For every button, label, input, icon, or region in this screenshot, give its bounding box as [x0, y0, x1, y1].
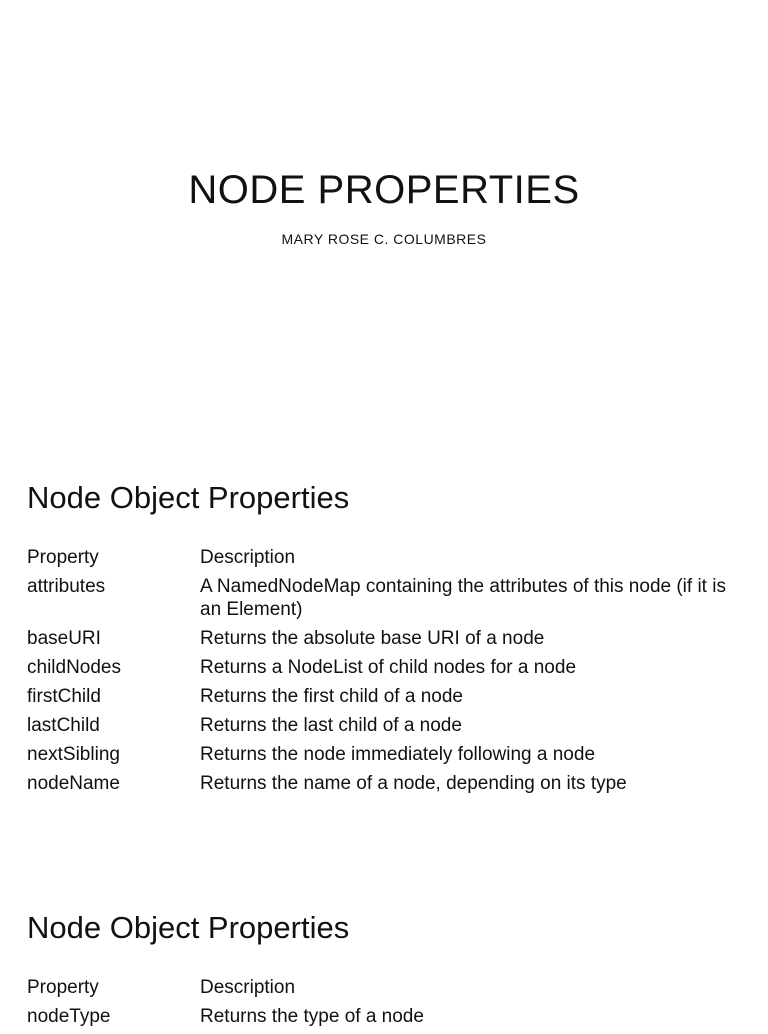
property-name: attributes [27, 576, 106, 597]
header-description: Description [200, 977, 296, 998]
table-row [27, 575, 727, 627]
property-description: Returns the last child of a node [200, 715, 462, 736]
properties-table [27, 546, 727, 801]
table-row [27, 685, 727, 714]
header-description: Description [200, 547, 296, 568]
property-description: Returns a NodeList of child nodes for a node [200, 657, 577, 678]
properties-slide-2 [0, 900, 768, 1027]
table-header-row [27, 976, 727, 1005]
property-description: Returns the type of a node [200, 1006, 424, 1027]
property-name: nodeName [27, 773, 120, 794]
property-name: nodeType [27, 1006, 111, 1027]
header-property: Property [27, 977, 99, 998]
property-name: baseURI [27, 628, 101, 649]
properties-slide-1 [0, 470, 768, 860]
property-description: Returns the first child of a node [200, 686, 463, 707]
title-slide [0, 0, 768, 430]
section-heading: Node Object Properties [27, 480, 350, 515]
property-description: A NamedNodeMap containing the attributes of this node (if it is an Element) [200, 576, 726, 620]
property-description: Returns the node immediately following a node [200, 744, 596, 765]
table-row [27, 656, 727, 685]
section-heading: Node Object Properties [27, 910, 350, 945]
table-row [27, 714, 727, 743]
property-description: Returns the name of a node, depending on its type [200, 773, 627, 794]
table-row [27, 743, 727, 772]
table-header-row [27, 546, 727, 575]
table-row [27, 1005, 727, 1034]
property-description: Returns the absolute base URI of a node [200, 628, 545, 649]
table-row [27, 772, 727, 801]
slide-subtitle: MARY ROSE C. COLUMBRES [281, 231, 487, 247]
property-name: nextSibling [27, 744, 120, 765]
header-property: Property [27, 547, 99, 568]
property-name: firstChild [27, 686, 101, 707]
slide-title: NODE PROPERTIES [188, 168, 580, 212]
table-row [27, 627, 727, 656]
property-name: childNodes [27, 657, 121, 678]
property-name: lastChild [27, 715, 100, 736]
properties-table [27, 976, 727, 1034]
